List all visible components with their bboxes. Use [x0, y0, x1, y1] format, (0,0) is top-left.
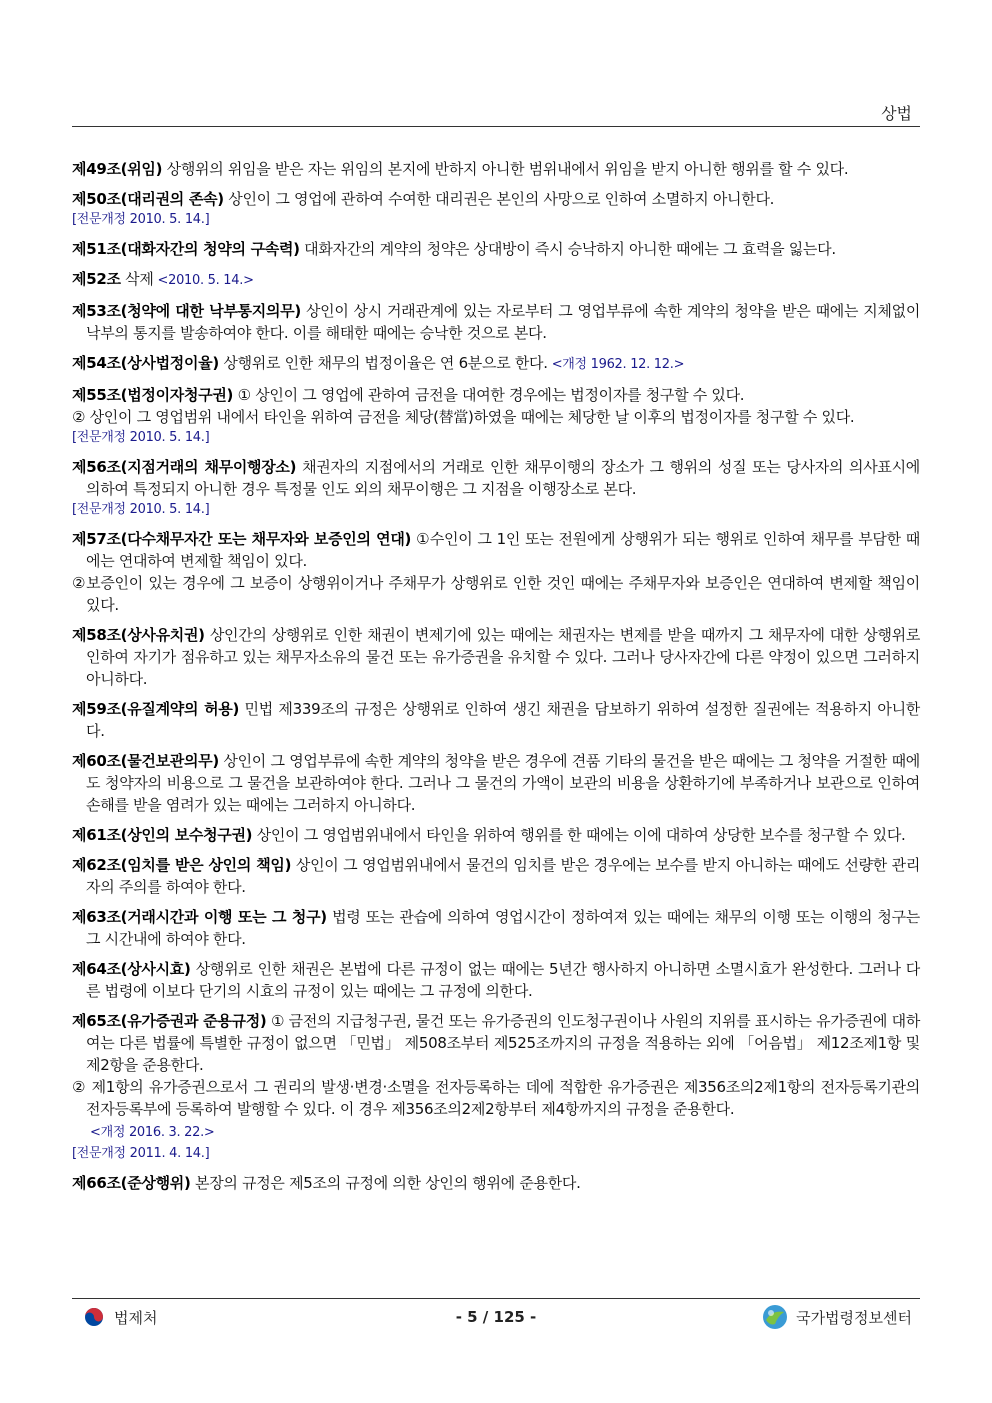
article-title: 제53조(청약에 대한 낙부통지의무) — [72, 302, 301, 320]
header-divider — [72, 126, 920, 127]
revision-note: [전문개정 2010. 5. 14.] — [72, 502, 210, 517]
article-title: 제63조(거래시간과 이행 또는 그 청구) — [72, 908, 327, 926]
footer-center-name — [762, 1302, 912, 1332]
article-list — [72, 158, 920, 1202]
article — [72, 1172, 920, 1194]
revision-note: [전문개정 2011. 4. 14.] — [72, 1146, 210, 1161]
article-title: 제64조(상사시효) — [72, 960, 191, 978]
amendment-note: <개정 2016. 3. 22.> — [90, 1125, 215, 1140]
article-paragraph: 상인이 그 영업범위내에서 타인을 위하여 행위를 한 때에는 이에 대하여 상당한 보수를 청구할 수 있다. — [256, 826, 906, 844]
article — [72, 906, 920, 950]
article-paragraph: 상인간의 상행위로 인한 채권이 변제기에 있는 때에는 채권자는 변제를 받을 때까지 그 채무자에 대한 상행위로 인하여 자기가 점유하고 있는 채무자소유의 물건 또는 유가증권을 유치할 수 있다. 그러나 당사자간에 다른 약정이 있으면 그러하지 아니하다. — [86, 626, 921, 688]
article — [72, 958, 920, 1002]
article-paragraph: 삭제 — [125, 270, 154, 288]
globe-logo-icon — [762, 1304, 788, 1330]
article-paragraph: 채권자의 지점에서의 거래로 인한 채무이행의 장소가 그 행위의 성질 또는 당사자의 의사표시에 의하여 특정되지 아니한 경우 특정물 인도 외의 채무이행은 그 지점을 이행장소로 본다. — [86, 458, 921, 498]
article-paragraph: 상행위로 인한 채권은 본법에 다른 규정이 없는 때에는 5년간 행사하지 아니하면 소멸시효가 완성한다. 그러나 다른 법령에 이보다 단기의 시효의 규정이 있는 때에는 그 규정에 의한다. — [86, 960, 921, 1000]
article-title: 제62조(임치를 받은 상인의 책임) — [72, 856, 292, 874]
article-paragraph: ①수인이 그 1인 또는 전원에게 상행위가 되는 행위로 인하여 채무를 부담한 때에는 연대하여 변제할 책임이 있다. — [86, 530, 920, 570]
article-title: 제60조(물건보관의무) — [72, 752, 219, 770]
article-title: 제52조 — [72, 270, 121, 288]
article — [72, 854, 920, 898]
article-title: 제57조(다수채무자간 또는 채무자와 보증인의 연대) — [72, 530, 412, 548]
article-title: 제59조(유질계약의 허용) — [72, 700, 240, 718]
article-title: 제66조(준상행위) — [72, 1174, 191, 1192]
article — [72, 824, 920, 846]
article — [72, 456, 920, 520]
article-paragraph: 민법 제339조의 규정은 상행위로 인하여 생긴 채권을 담보하기 위하여 설정한 질권에는 적용하지 아니한다. — [86, 700, 920, 740]
law-name-header: 상법 — [881, 104, 912, 123]
article — [72, 188, 920, 230]
article-paragraph: ②보증인이 있는 경우에 그 보증이 상행위이거나 주채무가 상행위로 인한 것인 때에는 주채무자와 보증인은 연대하여 변제할 책임이 있다. — [72, 574, 920, 614]
article-title: 제55조(법정이자청구권) — [72, 386, 234, 404]
article — [72, 384, 920, 448]
center-name: 국가법령정보센터 — [796, 1308, 912, 1327]
article-title: 제54조(상사법정이율) — [72, 354, 219, 372]
article-title: 제50조(대리권의 존속) — [72, 190, 224, 208]
article-title: 제65조(유가증권과 준용규정) — [72, 1012, 267, 1030]
article-paragraph: 본장의 규정은 제5조의 규정에 의한 상인의 행위에 준용한다. — [195, 1174, 581, 1192]
footer-divider — [72, 1298, 920, 1299]
article — [72, 238, 920, 260]
article — [72, 698, 920, 742]
article — [72, 268, 920, 292]
article-title: 제61조(상인의 보수청구권) — [72, 826, 253, 844]
ministry-name: 법제처 — [114, 1308, 158, 1327]
revision-note: [전문개정 2010. 5. 14.] — [72, 212, 210, 227]
article — [72, 158, 920, 180]
article-paragraph: 상인이 그 영업에 관하여 수여한 대리권은 본인의 사망으로 인하여 소멸하지 아니한다. — [228, 190, 775, 208]
article-paragraph: 상인이 그 영업부류에 속한 계약의 청약을 받은 경우에 견품 기타의 물건을 받은 때에는 그 청약을 거절한 때에도 청약자의 비용으로 그 물건을 보관하여야 한다. 그러나 그 물건의 가액이 보관의 비용을 상환하기에 부족하거나 보관으로 인하여 손해를 받을 염려가 있는 때에는 그러하지 아니하다. — [86, 752, 920, 814]
article — [72, 750, 920, 816]
article-paragraph: 상행위의 위임을 받은 자는 위임의 본지에 반하지 아니한 범위내에서 위임을 받지 아니한 행위를 할 수 있다. — [166, 160, 849, 178]
article-paragraph: 상행위로 인한 채무의 법정이율은 연 6분으로 한다. — [223, 354, 548, 372]
article-paragraph: ② 제1항의 유가증권으로서 그 권리의 발생·변경·소멸을 전자등록하는 데에 적합한 유가증권은 제356조의2제1항의 전자등록기관의 전자등록부에 등록하여 발행할 수 있다. 이 경우 제356조의2제2항부터 제4항까지의 규정을 준용한다. — [72, 1078, 920, 1118]
article-title: 제58조(상사유치권) — [72, 626, 205, 644]
article — [72, 352, 920, 376]
article-paragraph: 상인이 상시 거래관계에 있는 자로부터 그 영업부류에 속한 계약의 청약을 받은 때에는 지체없이 낙부의 통지를 발송하여야 한다. 이를 해태한 때에는 승낙한 것으로 본다. — [86, 302, 921, 342]
amendment-note: <2010. 5. 14.> — [157, 273, 254, 288]
article-paragraph: ① 상인이 그 영업에 관하여 금전을 대여한 경우에는 법정이자를 청구할 수 있다. — [237, 386, 745, 404]
article — [72, 624, 920, 690]
page-number: - 5 / 125 - — [455, 1308, 537, 1326]
article-title: 제51조(대화자간의 청약의 구속력) — [72, 240, 300, 258]
article-paragraph: ① 금전의 지급청구권, 물건 또는 유가증권의 인도청구권이나 사원의 지위를 표시하는 유가증권에 대하여는 다른 법률에 특별한 규정이 없으면 「민법」 제508조부터 제525조까지의 규정을 적용하는 외에 「어음법」 제12조제1항 및 제2항을 준용한다. — [86, 1012, 921, 1074]
article — [72, 1010, 920, 1164]
article-paragraph: 법령 또는 관습에 의하여 영업시간이 정하여져 있는 때에는 채무의 이행 또는 이행의 청구는 그 시간내에 하여야 한다. — [86, 908, 920, 948]
article-paragraph: 상인이 그 영업범위내에서 물건의 임치를 받은 경우에는 보수를 받지 아니하는 때에도 선량한 관리자의 주의를 하여야 한다. — [86, 856, 921, 896]
article-paragraph: 대화자간의 계약의 청약은 상대방이 즉시 승낙하지 아니한 때에는 그 효력을 잃는다. — [304, 240, 836, 258]
revision-note: [전문개정 2010. 5. 14.] — [72, 430, 210, 445]
article-title: 제56조(지점거래의 채무이행장소) — [72, 458, 297, 476]
article — [72, 300, 920, 344]
amendment-note: <개정 1962. 12. 12.> — [551, 357, 685, 372]
article-paragraph: ② 상인이 그 영업범위 내에서 타인을 위하여 금전을 체당(替當)하였을 때에는 체당한 날 이후의 법정이자를 청구할 수 있다. — [72, 408, 855, 426]
article — [72, 528, 920, 616]
article-title: 제49조(위임) — [72, 160, 163, 178]
